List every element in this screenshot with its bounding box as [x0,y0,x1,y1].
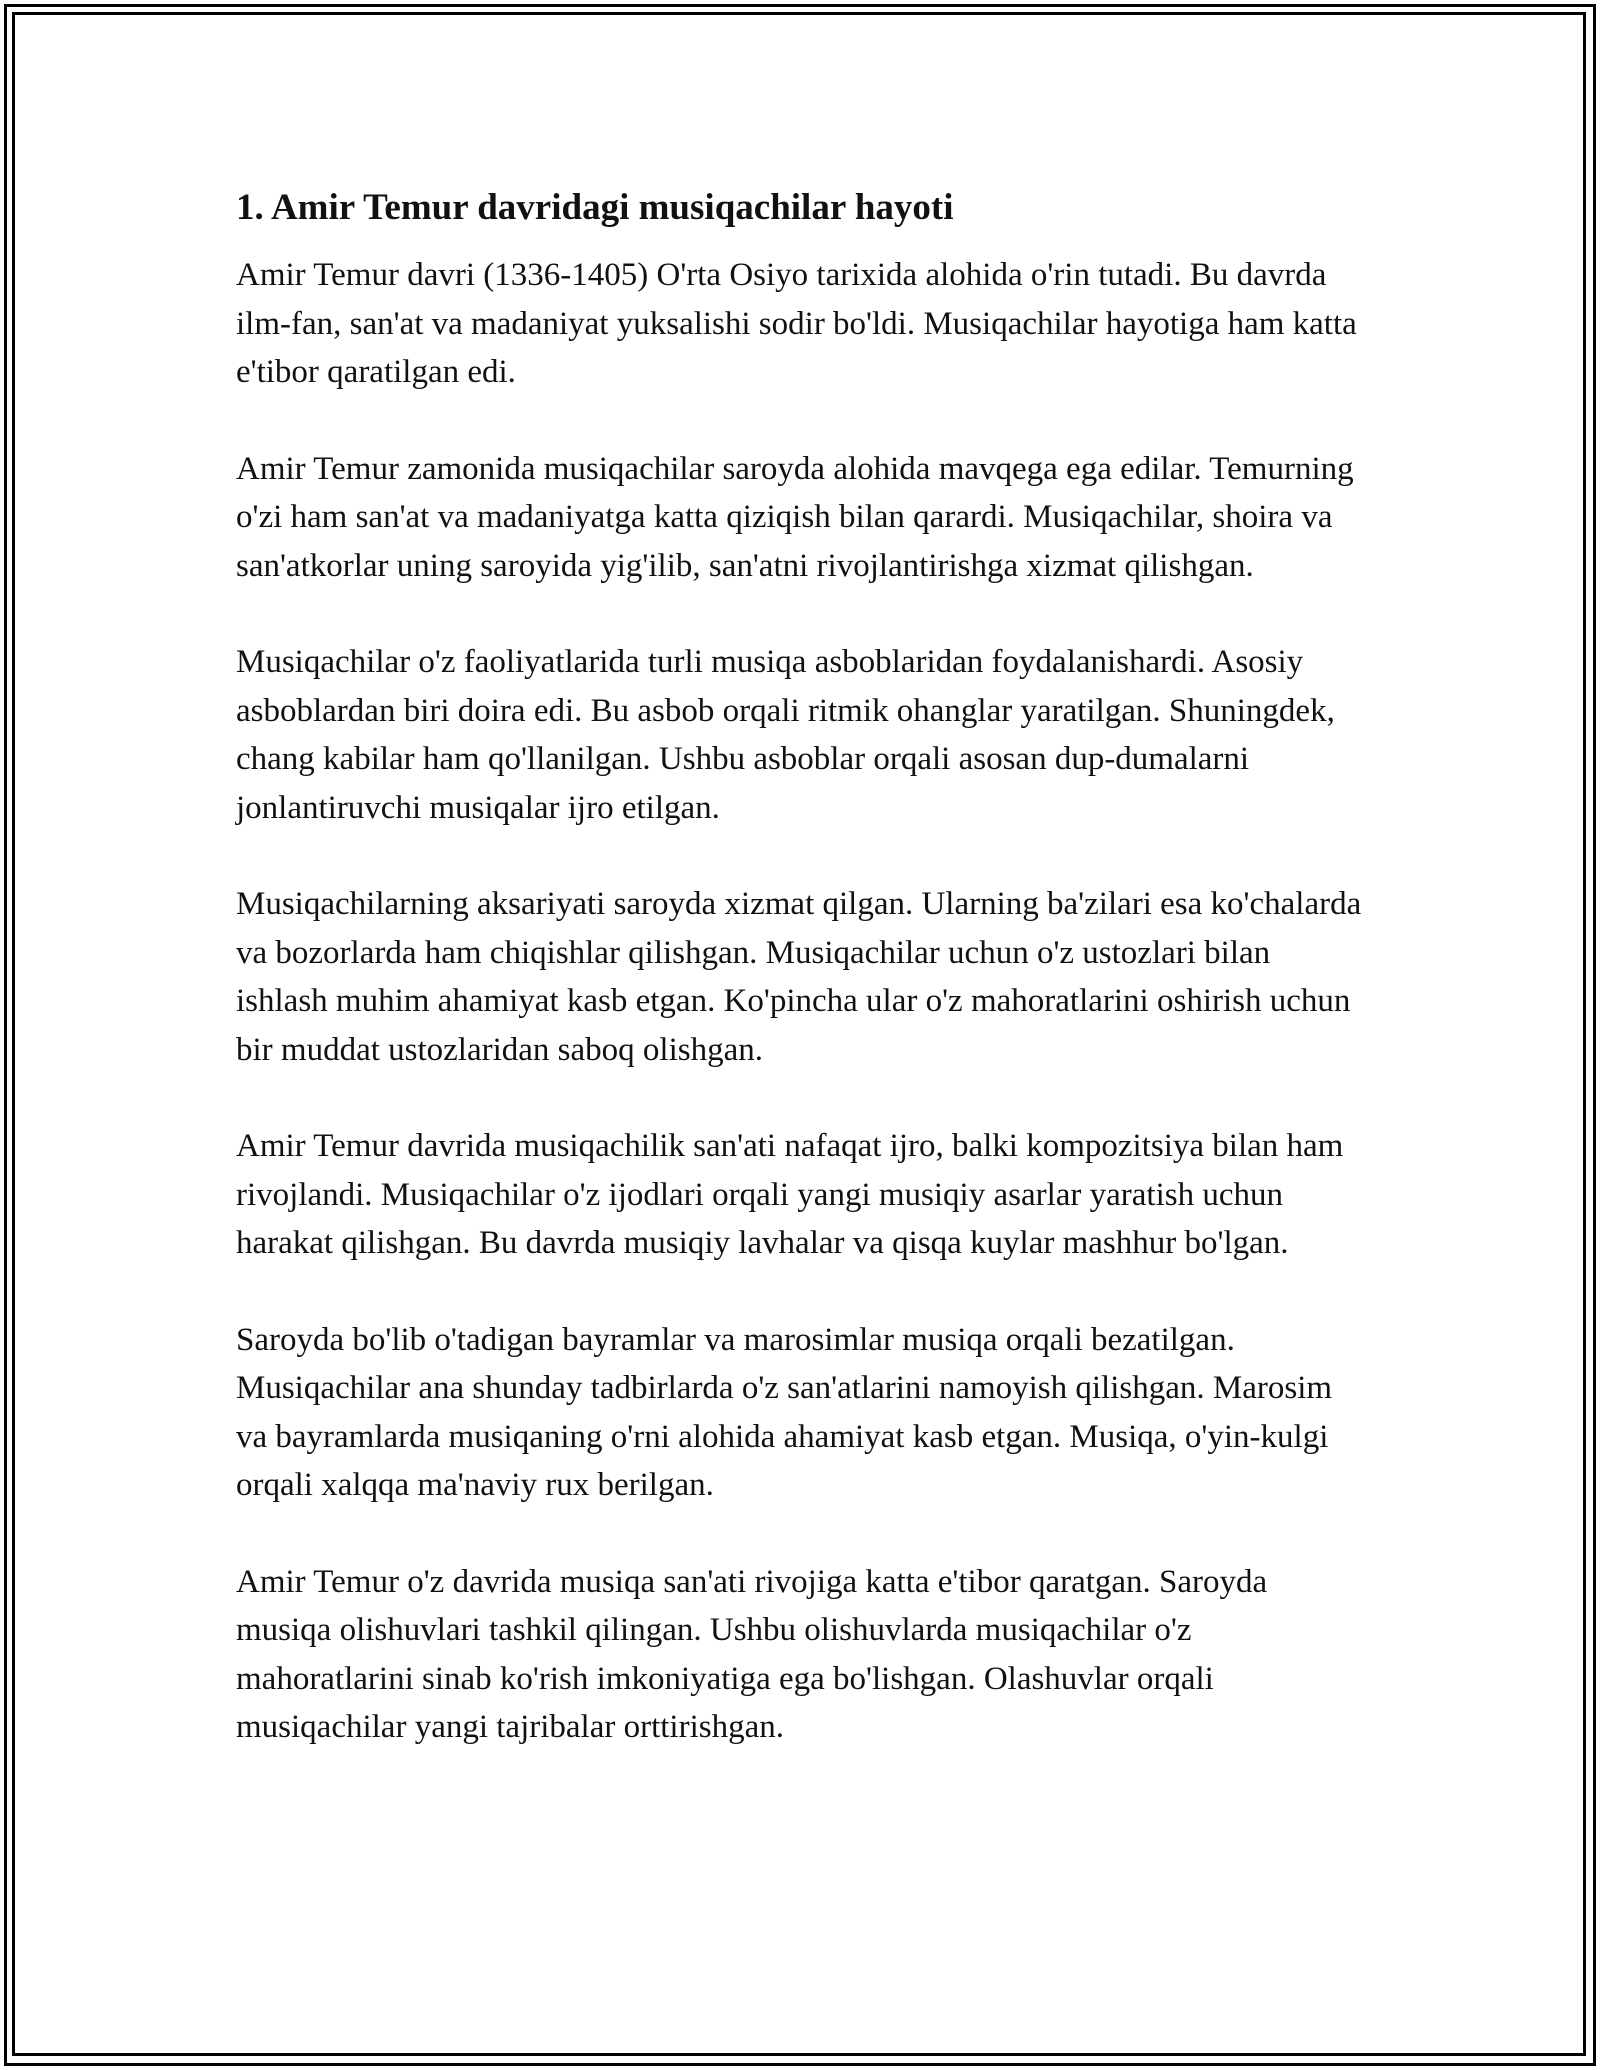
paragraph: Musiqachilar o'z faoliyatlarida turli musiqa asboblaridan foydalanishardi. Asosiy asboblardan biri doira edi. Bu asbob orqali ritmik ohanglar yaratilgan. Shuningdek, chang kabilar ham qo'llanilgan. Ushbu asboblar orqali asosan dup-dumalarni jonlantiruvchi musiqalar ijro etilgan. [236,644,1335,826]
paragraph: Amir Temur zamonida musiqachilar saroyda alohida mavqega ega edilar. Temurning o'zi ham san'at va madaniyatga katta qiziqish bilan qarardi. Musiqachilar, shoira va san'atkorlar uning saroyida yig'ilib, san'atni rivojlantirishga xizmat qilishgan. [236,450,1354,584]
paragraph: Amir Temur o'z davrida musiqa san'ati rivojiga katta e'tibor qaratgan. Saroyda musiqa olishuvlari tashkil qilingan. Ushbu olishuvlarda musiqachilar o'z mahoratlarini sinab ko'rish imkoniyatiga ega bo'lishgan. Olashuvlar orqali musiqachilar yangi tajribalar orttirishgan. [236,1563,1268,1745]
paragraph: Saroyda bo'lib o'tadigan bayramlar va marosimlar musiqa orqali bezatilgan. Musiqachilar ana shunday tadbirlarda o'z san'atlarini namoyish qilishgan. Marosim va bayramlarda musiqaning o'rni alohida ahamiyat kasb etgan. Musiqa, o'yin-kulgi orqali xalqqa ma'naviy rux berilgan. [236,1321,1333,1503]
document-body [236,185,1366,1800]
document-title: 1. Amir Temur davridagi musiqachilar hayoti [236,187,954,228]
paragraph: Musiqachilarning aksariyati saroyda xizmat qilgan. Ularning ba'zilari esa ko'chalarda va bozorlarda ham chiqishlar qilishgan. Musiqachilar uchun o'z ustozlari bilan ishlash muhim ahamiyat kasb etgan. Ko'pincha ular o'z mahoratlarini oshirish uchun bir muddat ustozlaridan saboq olishgan. [236,886,1362,1068]
paragraph: Amir Temur davrida musiqachilik san'ati nafaqat ijro, balki kompozitsiya bilan ham rivojlandi. Musiqachilar o'z ijodlari orqali yangi musiqiy asarlar yaratish uchun harakat qilishgan. Bu davrda musiqiy lavhalar va qisqa kuylar mashhur bo'lgan. [236,1128,1344,1261]
paragraph: Amir Temur davri (1336-1405) O'rta Osiyo tarixida alohida o'rin tutadi. Bu davrda ilm-fan, san'at va madaniyat yuksalishi sodir bo'ldi. Musiqachilar hayotiga ham katta e'tibor qaratilgan edi. [236,257,1357,390]
